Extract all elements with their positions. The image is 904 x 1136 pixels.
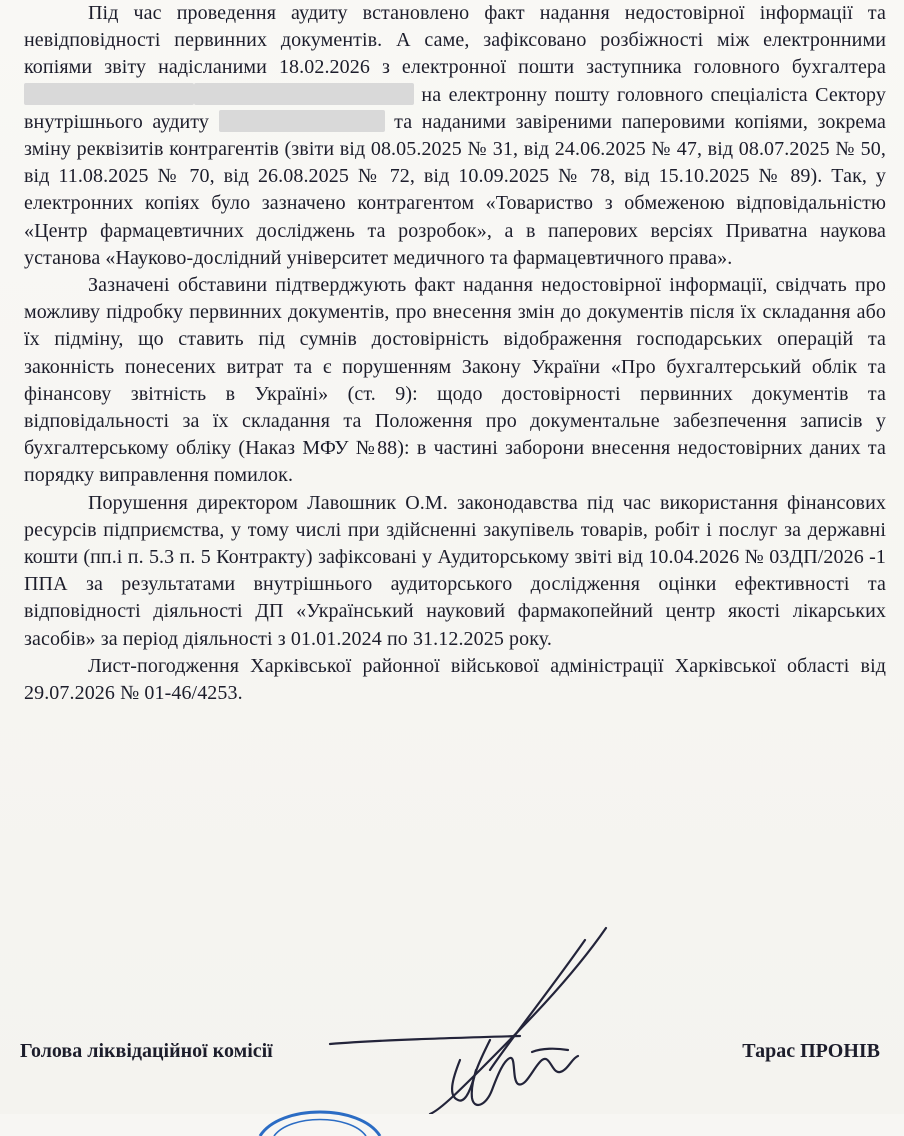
paragraph-1-part-3: та наданими завіреними паперовими копіями, зокрема зміну реквізитів контрагентів (звіти від 08.05.2025 № 31, від 24.06.2025 № 47, від 08.07.2025 № 50, від 11.08.2025 № 70, від 26.08.2025 № 72, від 10.09.2025 № 78, від 15.10.2025 № 89). Так, у електронних копіях було зазначено контрагентом «Товариство з обмеженою відповідальністю «Центр фармацевтичних досліджень та розробок», а в паперових версіях Приватна наукова установа «Науково-дослідний університет медичного та фармацевтичного права». [24, 110, 886, 269]
redacted-email-1 [194, 83, 414, 105]
redacted-name-1 [24, 83, 194, 105]
document-body [24, 0, 886, 707]
signatory-title: Голова ліквідаційної комісії [20, 1040, 273, 1062]
paragraph-4: Лист-погодження Харківської районної військової адміністрації Харківської області від 29.07.2026 № 01-46/4253. [24, 654, 886, 705]
paragraph-1 [24, 0, 886, 272]
paragraph-3: Порушення директором Лавошник О.М. законодавства під час використання фінансових ресурсів підприємства, у тому числі при здійсненні закупівель товарів, робіт і послуг за державні кошти (пп.і п. 5.3 п. 5 Контракту) зафіксовані у Аудиторському звіті від 10.04.2026 № 03ДП/2026 -1 ППА за результатами внутрішнього аудиторського дослідження оцінки ефективності та відповідності діяльності ДП «Український науковий фармакопейний центр якості лікарських засобів» за період діяльності з 01.01.2024 по 31.12.2025 року. [24, 491, 886, 650]
redacted-name-2 [219, 110, 385, 132]
stamp-icon [250, 1096, 390, 1136]
signature-block [20, 1040, 880, 1070]
paragraph-1-part-1: Під час проведення аудиту встановлено факт надання недостовірної інформації та невідповідності первинних документів. А саме, зафіксовано розбіжності між електронними копіями звіту надісланими 18.02.2026 з електронної пошти заступника головного бухгалтера [24, 2, 886, 79]
paragraph-2: Зазначені обставини підтверджують факт надання недостовірної інформації, свідчать про можливу підробку первинних документів, про внесення змін до документів після їх складання або їх підміну, що ставить під сумнів достовірність відображення господарських операцій та законність понесених витрат та є порушенням Закону України «Про бухгалтерський облік та фінансову звітність в Україні» (ст. 9): щодо достовірності первинних документів та відповідальності за їх складання та Положення про документальне забезпечення записів у бухгалтерському обліку (Наказ МФУ №88): в частині заборони внесення недостовірних даних та порядку виправлення помилок. [24, 274, 886, 487]
paragraph-1-part-2: на електронну пошту головного спеціаліста Сектору внутрішнього аудиту [24, 83, 886, 133]
signature-icon [320, 920, 620, 1114]
signatory-name: Тарас ПРОНІВ [742, 1040, 880, 1062]
